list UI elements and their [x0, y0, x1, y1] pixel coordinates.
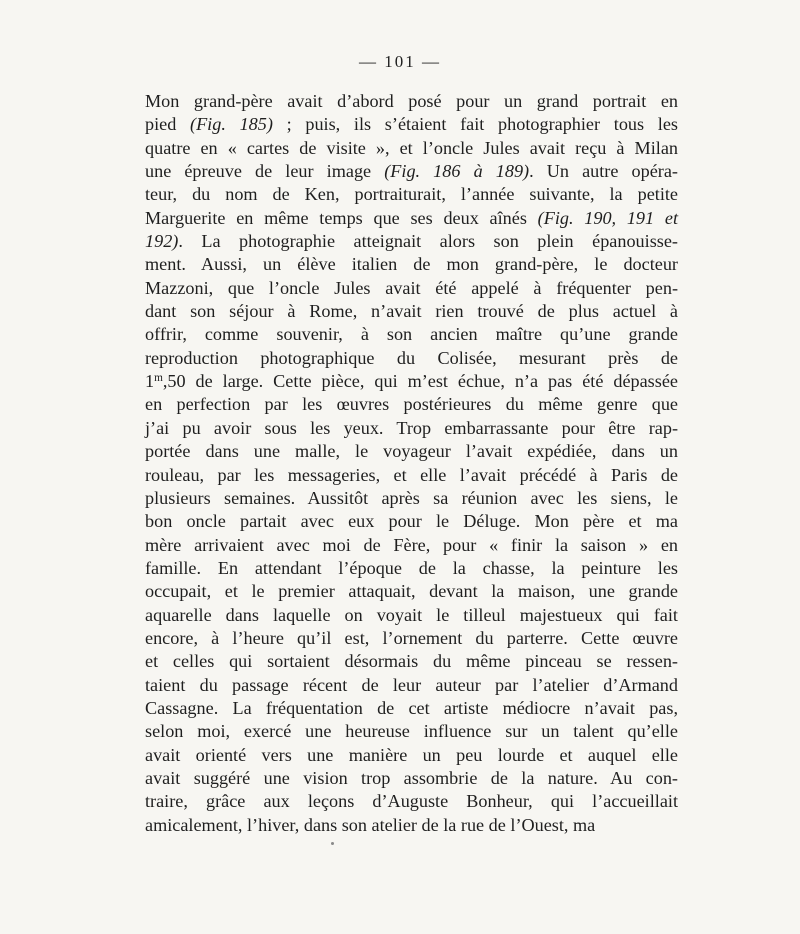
text-line	[145, 253, 678, 276]
text-run: et celles qui sortaient désormais du même pinceau se ressen-	[145, 651, 678, 672]
text-run: famille. En attendant l’époque de la chasse, la peinture les	[145, 557, 678, 578]
text-line	[145, 417, 678, 440]
text-run: Marguerite en même temps que ses deux aînés	[145, 207, 538, 228]
text-line	[145, 277, 678, 300]
text-line	[145, 767, 678, 790]
figure-reference: (Fig. 185)	[190, 114, 273, 135]
text-run: ; puis, ils s’étaient fait photographier tous les	[272, 114, 678, 135]
text-run: dant son séjour à Rome, n’avait rien trouvé de plus actuel à	[145, 301, 678, 322]
text-run: une épreuve de leur image	[145, 161, 385, 182]
text-run: aquarelle dans laquelle on voyait le tilleul majestueux qui fait	[145, 604, 678, 625]
text-line	[145, 207, 678, 230]
text-line	[145, 790, 678, 813]
text-run: ,50 de large. Cette pièce, qui m’est échue, n’a pas été dépassée	[162, 371, 678, 392]
text-run: Cassagne. La fréquentation de cet artiste médiocre n’avait pas,	[145, 697, 678, 718]
text-run: amicalement, l’hiver, dans son atelier de la rue de l’Ouest, ma	[145, 814, 596, 835]
text-line	[145, 557, 678, 580]
text-run: teur, du nom de Ken, portraiturait, l’année suivante, la petite	[145, 184, 678, 205]
text-line	[145, 697, 678, 720]
text-run: encore, à l’heure qu’il est, l’ornement du parterre. Cette œuvre	[145, 627, 678, 648]
text-line	[145, 323, 678, 346]
text-run: Mon grand-père avait d’abord posé pour un grand portrait en	[145, 91, 678, 111]
text-line	[145, 464, 678, 487]
text-run: pied	[145, 114, 191, 135]
text-run: offrir, comme souvenir, à son ancien maître qu’une grande	[145, 324, 678, 345]
body-text	[145, 90, 678, 837]
text-run: portée dans une malle, le voyageur l’avait expédiée, dans un	[145, 441, 678, 462]
text-line	[145, 487, 678, 510]
text-run: bon oncle partait avec eux pour le Déluge. Mon père et ma	[145, 511, 678, 532]
text-line	[145, 440, 678, 463]
text-line	[145, 814, 678, 837]
text-line	[145, 720, 678, 743]
text-line	[145, 510, 678, 533]
text-line	[145, 230, 678, 253]
text-run: quatre en « cartes de visite », et l’oncle Jules avait reçu à Milan	[145, 137, 678, 158]
text-line	[145, 627, 678, 650]
text-run: avait suggéré une vision trop assombrie de la nature. Au con-	[145, 767, 678, 788]
paper-speck	[331, 842, 334, 845]
text-line	[145, 674, 678, 697]
text-run: reproduction photographique du Colisée, mesurant près de	[145, 347, 678, 368]
text-run: traire, grâce aux leçons d’Auguste Bonheur, qui l’accueillait	[145, 791, 678, 812]
text-line	[145, 347, 678, 370]
text-line	[145, 160, 678, 183]
figure-reference: (Fig. 190, 191 et	[537, 207, 678, 228]
text-run: 1	[145, 371, 155, 392]
text-run: rouleau, par les messageries, et elle l’avait précédé à Paris de	[145, 464, 678, 485]
text-line	[145, 183, 678, 206]
text-run: . La photographie atteignait alors son plein épanouisse-	[178, 231, 678, 252]
text-line	[145, 90, 678, 113]
text-run: en perfection par les œuvres postérieures du même genre que	[145, 394, 678, 415]
text-line	[145, 370, 678, 393]
text-run: ment. Aussi, un élève italien de mon grand-père, le docteur	[145, 254, 678, 275]
text-line	[145, 744, 678, 767]
text-run: Mazzoni, que l’oncle Jules avait été appelé à fréquenter pen-	[145, 277, 678, 298]
text-line	[145, 534, 678, 557]
text-run: occupait, et le premier attaquait, devant la maison, une grande	[145, 581, 678, 602]
text-run: . Un autre opéra-	[529, 161, 678, 182]
text-run: taient du passage récent de leur auteur par l’atelier d’Armand	[145, 674, 678, 695]
page-number: — 101 —	[359, 52, 441, 71]
figure-reference: 192)	[145, 231, 179, 252]
text-line	[145, 300, 678, 323]
text-line	[145, 650, 678, 673]
text-line	[145, 604, 678, 627]
superscript: m	[154, 371, 163, 384]
text-run: plusieurs semaines. Aussitôt après sa réunion avec les siens, le	[145, 487, 678, 508]
text-run: avait orienté vers une manière un peu lourde et auquel elle	[145, 744, 678, 765]
text-run: mère arrivaient avec moi de Fère, pour « finir la saison » en	[145, 534, 678, 555]
text-line	[145, 113, 678, 136]
text-line	[145, 137, 678, 160]
figure-reference: (Fig. 186 à 189)	[384, 161, 530, 182]
text-line	[145, 393, 678, 416]
text-line	[145, 580, 678, 603]
text-run: selon moi, exercé une heureuse influence sur un talent qu’elle	[145, 721, 678, 742]
text-run: j’ai pu avoir sous les yeux. Trop embarrassante pour être rap-	[145, 417, 678, 438]
